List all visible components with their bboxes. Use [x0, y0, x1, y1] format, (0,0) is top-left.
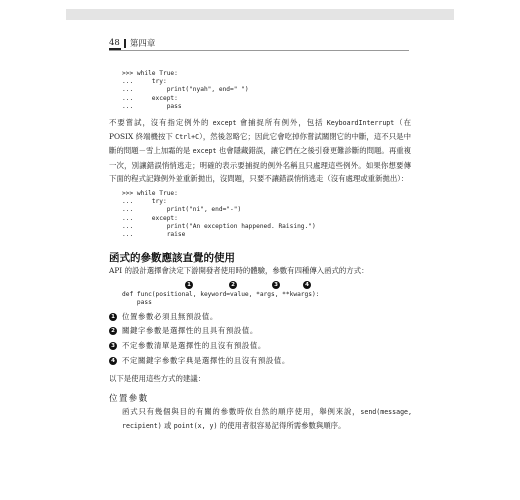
list-item-args: 3 不定參數清單是選擇性的且沒有預設值。 — [109, 341, 409, 351]
header-rule-accent — [109, 48, 121, 50]
list-badge-2: 2 — [109, 327, 117, 335]
paragraph-api-design: API 的設計選擇會決定下游開發者使用時的體驗，參數有四種傳入函式的方式： — [109, 266, 369, 275]
paragraph-positional-args: 函式只有幾個與目的有關的參數時依自然的順序使用，舉例來說，send(message, recipient) 或 point(x, y) 的使用者很容易記得所需參數與順序。 — [122, 407, 412, 431]
list-item-keyword: 2 關鍵字參數是選擇性的且具有預設值。 — [109, 326, 409, 336]
list-badge-4: 4 — [109, 357, 117, 365]
page-number: 48 — [109, 38, 120, 48]
paragraph-recommendations: 以下是使用這些方式的建議： — [109, 374, 206, 383]
header-rule — [109, 50, 409, 51]
callout-2: 2 — [229, 281, 237, 289]
subheading-positional: 位置參數 — [109, 394, 149, 404]
list-item-positional: 1 位置參數必須且無預設值。 — [109, 312, 409, 322]
paragraph-except-warning: 不要嘗試，沒有指定例外的 except 會捕捉所有例外，包括 KeyboardInterrupt（在 POSIX 終端機按下 Ctrl+C），然後忽略它；因此它會吃掉你嘗試關閉它的中斷，這不只是中斷的問題－雪上加霜的是 except 也會隱藏錯誤，讓它們在之後引發更難診斷的問題。再重複一次，別讓錯誤悄悄逃走；明確的表示要捕捉的例外名稱且只處理這些例外。如果你想要傳下面的程式記錄例外並重新拋出，沒問題，只要不讓錯誤悄悄逃走（沒有處理或重新拋出）： — [109, 118, 411, 183]
page-header — [109, 36, 409, 50]
callout-3: 3 — [272, 281, 280, 289]
section-title: 函式的參數應該直覺的使用 — [109, 252, 235, 264]
list-badge-3: 3 — [109, 342, 117, 350]
code-block-func-def: def func(positional, keyword=value, *args, **kwargs): pass — [122, 291, 320, 307]
callout-4: 4 — [303, 281, 311, 289]
top-gray-band — [66, 9, 454, 20]
list-item-kwargs: 4 不定關鍵字參數字典是選擇性的且沒有預設值。 — [109, 356, 409, 366]
code-block-1: >>> while True: ... try: ... print("nyah", end=" ") ... except: ... pass — [122, 70, 249, 110]
chapter-label: 第四章 — [129, 39, 156, 49]
code-block-2: >>> while True: ... try: ... print("ni", end="-") ... except: ... print("An exception happened. Raising.") ... raise — [122, 190, 316, 239]
callout-1: 1 — [185, 281, 193, 289]
list-badge-1: 1 — [109, 313, 117, 321]
header-separator — [124, 39, 126, 48]
code-callouts — [185, 281, 325, 290]
